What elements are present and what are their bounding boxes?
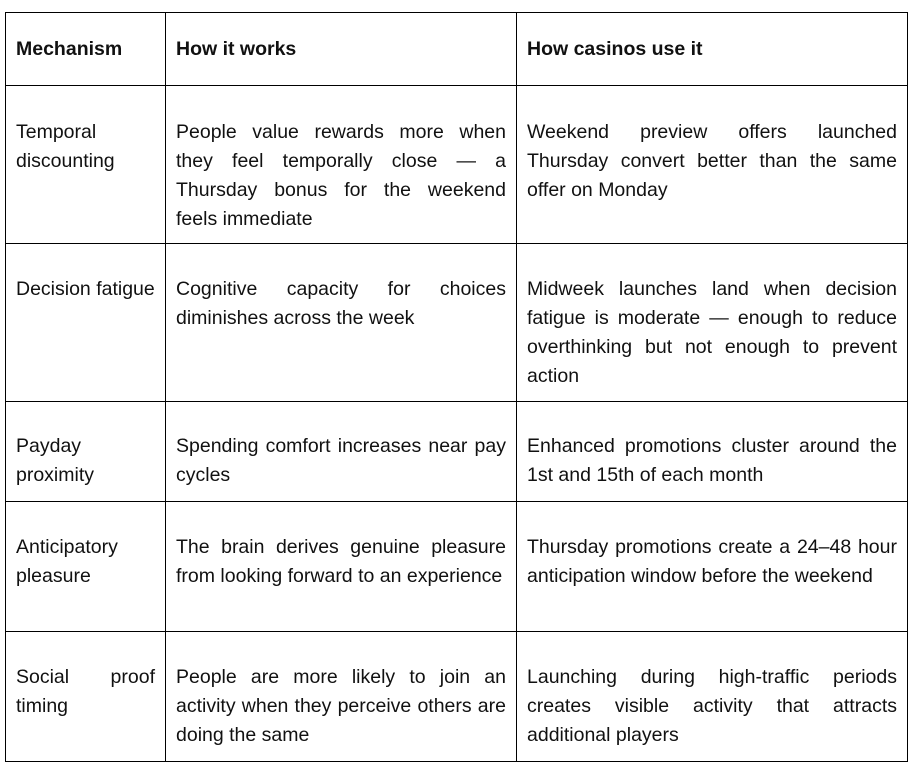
mechanism-text: Anticipatory pleasure (16, 536, 118, 587)
how-casinos-use-it-text: Midweek launches land when decision fatigue is moderate — enough to reduce overthinking but not enough to prevent action (527, 278, 897, 387)
header-how-it-works: How it works (166, 13, 517, 86)
table-row (6, 402, 908, 502)
cell-mechanism (6, 502, 166, 632)
cell-mechanism (6, 632, 166, 762)
cell-how-casinos-use-it (517, 86, 908, 244)
how-casinos-use-it-text: Thursday promotions create a 24–48 hour anticipation window before the weekend (527, 536, 897, 587)
cell-how-it-works (166, 502, 517, 632)
table-row (6, 632, 908, 762)
cell-mechanism (6, 86, 166, 244)
mechanism-text: Social proof timing (16, 666, 155, 717)
how-casinos-use-it-text: Launching during high-traffic periods creates visible activity that attracts additional players (527, 666, 897, 746)
mechanism-text: Decision fatigue (16, 278, 155, 300)
how-casinos-use-it-text: Enhanced promotions cluster around the 1st and 15th of each month (527, 435, 897, 486)
header-mechanism: Mechanism (6, 13, 166, 86)
how-it-works-text: Spending comfort increases near pay cycles (176, 435, 506, 486)
cell-how-it-works (166, 402, 517, 502)
how-it-works-text: People are more likely to join an activity when they perceive others are doing the same (176, 666, 506, 746)
mechanism-text: Payday proximity (16, 435, 95, 486)
table-row (6, 502, 908, 632)
mechanism-text: Temporal discounting (16, 121, 115, 172)
cell-mechanism (6, 402, 166, 502)
table-header-row (6, 13, 908, 86)
how-it-works-text: The brain derives genuine pleasure from looking forward to an experience (176, 536, 506, 587)
cell-how-it-works (166, 632, 517, 762)
table-row (6, 244, 908, 402)
cell-how-it-works (166, 244, 517, 402)
mechanism-table (5, 12, 908, 762)
table-row (6, 86, 908, 244)
cell-how-casinos-use-it (517, 244, 908, 402)
how-it-works-text: People value rewards more when they feel temporally close — a Thursday bonus for the weekend feels immediate (176, 121, 506, 230)
cell-how-it-works (166, 86, 517, 244)
how-it-works-text: Cognitive capacity for choices diminishes across the week (176, 278, 506, 329)
cell-how-casinos-use-it (517, 402, 908, 502)
how-casinos-use-it-text: Weekend preview offers launched Thursday convert better than the same offer on Monday (527, 121, 897, 201)
cell-mechanism (6, 244, 166, 402)
cell-how-casinos-use-it (517, 502, 908, 632)
header-how-casinos-use-it: How casinos use it (517, 13, 908, 86)
cell-how-casinos-use-it (517, 632, 908, 762)
